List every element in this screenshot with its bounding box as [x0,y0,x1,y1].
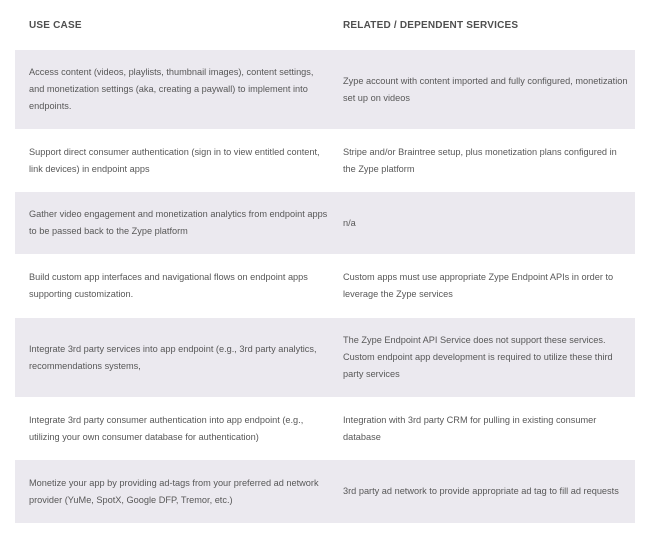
related-services-cell: Stripe and/or Braintree setup, plus monetization plans configured in the Zype platform [343,146,617,174]
use-case-cell: Gather video engagement and monetization analytics from endpoint apps to be passed back to the Zype platform [29,209,328,236]
table-row [15,254,635,318]
related-services-cell: Zype account with content imported and fully configured, monetization set up on videos [343,75,628,103]
table-row [15,397,635,460]
table-row [15,192,635,254]
table-row [15,318,635,397]
header-use-case: USE CASE [29,20,82,31]
related-services-cell: 3rd party ad network to provide appropriate ad tag to fill ad requests [343,486,619,496]
table-row [15,129,635,192]
related-services-cell: Integration with 3rd party CRM for pulling in existing consumer database [343,414,597,442]
related-services-cell: n/a [343,217,356,228]
related-services-cell: The Zype Endpoint API Service does not support these services. Custom endpoint app development is required to utilize these third party services [343,335,613,379]
use-case-cell: Support direct consumer authentication (sign in to view entitled content, link devices) in endpoint apps [29,146,320,174]
table-header [15,0,635,50]
header-related-services: RELATED / DEPENDENT SERVICES [343,20,519,31]
use-case-cell: Monetize your app by providing ad-tags from your preferred ad network provider (YuMe, SpotX, Google DFP, Tremor, etc.) [29,477,319,505]
use-case-cell: Integrate 3rd party services into app endpoint (e.g., 3rd party analytics, recommendations systems, [29,343,317,371]
table-row [15,50,635,129]
use-case-cell: Integrate 3rd party consumer authentication into app endpoint (e.g., utilizing your own consumer database for authentication) [29,414,304,442]
table-row [15,460,635,523]
related-services-cell: Custom apps must use appropriate Zype Endpoint APIs in order to leverage the Zype services [343,272,614,299]
use-case-cell: Access content (videos, playlists, thumbnail images), content settings, and monetization settings (aka, creating a paywall) to implement into endpoints. [29,67,314,111]
use-case-table [15,0,635,505]
use-case-cell: Build custom app interfaces and navigational flows on endpoint apps supporting customization. [29,272,308,299]
